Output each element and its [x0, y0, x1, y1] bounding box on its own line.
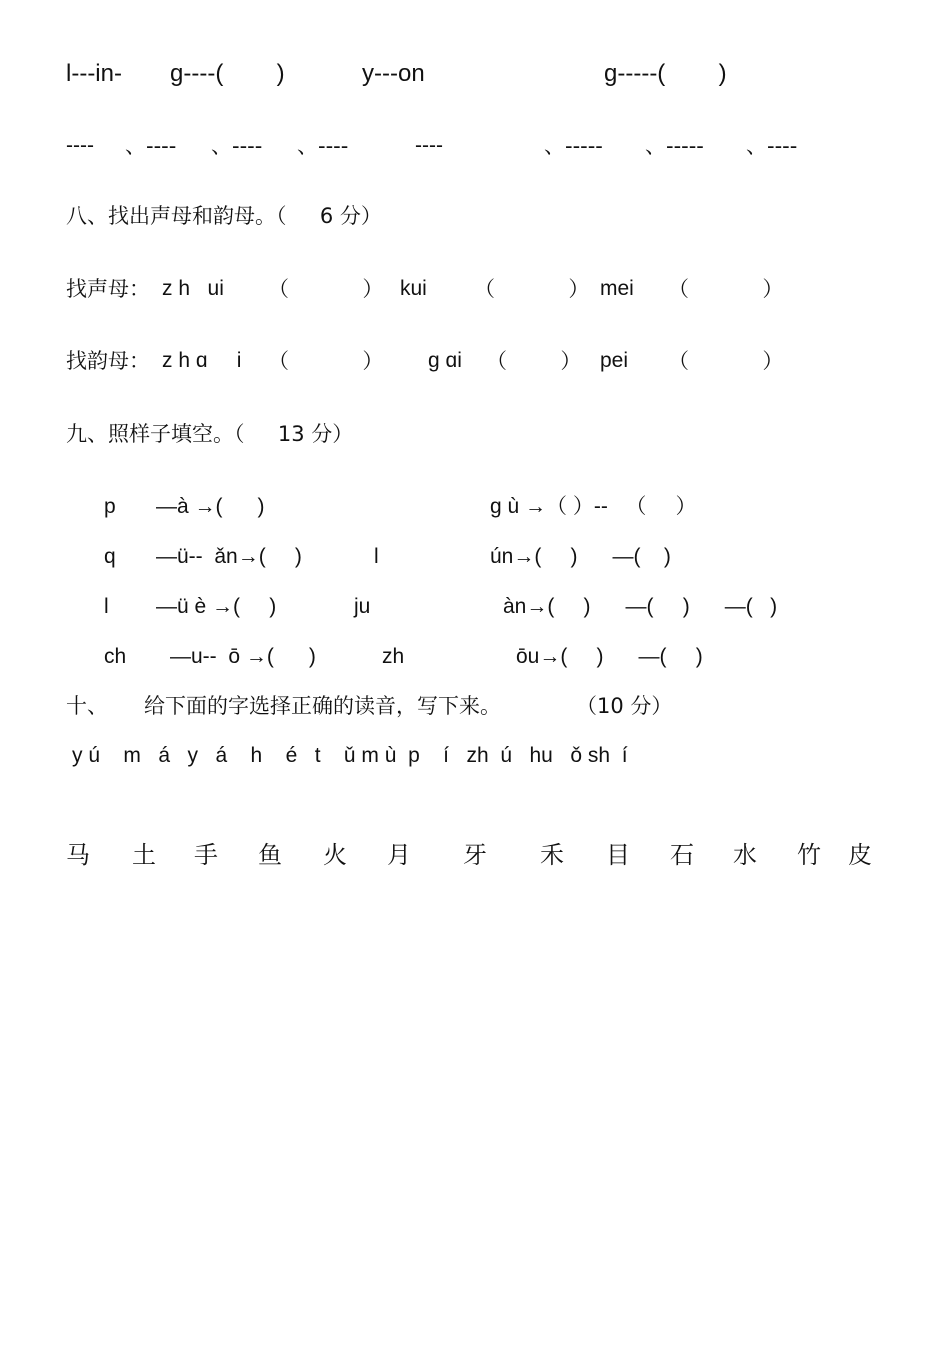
- shengmu-answer-3[interactable]: （ ）: [668, 277, 784, 301]
- dash-blank-7[interactable]: 、-----: [645, 134, 704, 158]
- dash-blank-4[interactable]: 、----: [297, 134, 349, 158]
- section-10-score: （10 分）: [576, 694, 673, 718]
- char-12: 竹: [797, 841, 821, 869]
- row1-item-yon: y---on: [362, 60, 425, 87]
- shengmu-answer-1[interactable]: （ ）: [268, 277, 384, 301]
- shengmu-answer-2[interactable]: （ ）: [474, 277, 590, 301]
- yunmu-word-1: z h ɑ i: [162, 349, 242, 372]
- shengmu-word-3: mei: [600, 277, 634, 300]
- yunmu-label: 找韵母：: [66, 349, 150, 373]
- dash-blank-3[interactable]: 、----: [211, 134, 263, 158]
- s9-r1-fill[interactable]: —à →( ): [156, 495, 265, 518]
- s9-r4-right-initial: zh: [382, 645, 405, 668]
- s9-r3-fill[interactable]: —ü è →( ): [156, 595, 277, 618]
- s9-r1-right-fill[interactable]: g ù →（ ）-- （ ）: [490, 495, 697, 518]
- row1-blank-g2[interactable]: g-----( ): [604, 60, 727, 87]
- section-10-title: 给下面的字选择正确的读音，写下来。: [144, 694, 501, 718]
- char-5: 火: [323, 841, 347, 869]
- row1-item-lin: l---in-: [66, 60, 122, 87]
- char-1: 马: [66, 841, 90, 869]
- char-3: 手: [194, 841, 218, 869]
- dash-blank-2[interactable]: 、----: [125, 134, 177, 158]
- section-9-title: 九、照样子填空。（ 13 分）: [66, 422, 354, 446]
- yunmu-word-3: pei: [600, 349, 629, 372]
- s9-r3-initial: l: [104, 595, 109, 618]
- char-9: 目: [606, 841, 630, 869]
- s9-r4-fill[interactable]: —u-- ō →( ): [170, 645, 316, 668]
- s9-r1-initial: p: [104, 495, 116, 518]
- char-13: 皮: [848, 841, 872, 869]
- dash-blank-8[interactable]: 、----: [746, 134, 798, 158]
- shengmu-word-2: kui: [400, 277, 427, 300]
- s9-r2-right-fill[interactable]: ún→( ) —( ): [490, 545, 671, 568]
- char-10: 石: [670, 841, 694, 869]
- section-10-number: 十、: [66, 694, 108, 718]
- yunmu-answer-3[interactable]: （ ）: [668, 349, 784, 373]
- char-2: 土: [132, 841, 156, 869]
- section-8-title: 八、找出声母和韵母。（ 6 分）: [66, 204, 382, 228]
- char-8: 禾: [540, 841, 564, 869]
- dash-blank-1[interactable]: ----: [66, 134, 94, 157]
- s9-r2-fill[interactable]: —ü-- ǎn→( ): [156, 545, 302, 568]
- s9-r2-initial: q: [104, 545, 116, 568]
- char-6: 月: [387, 841, 411, 869]
- dash-blank-6[interactable]: 、-----: [544, 134, 603, 158]
- yunmu-word-2: g ɑi: [428, 349, 462, 372]
- s9-r4-right-fill[interactable]: ōu→( ) —( ): [516, 645, 703, 668]
- row1-blank-g1[interactable]: g----( ): [170, 60, 285, 87]
- yunmu-answer-1[interactable]: （ ）: [268, 349, 384, 373]
- dash-blank-5[interactable]: ----: [415, 134, 443, 157]
- s9-r2-right-initial: l: [374, 545, 379, 568]
- s9-r3-right-fill[interactable]: àn→( ) —( ) —( ): [503, 595, 778, 618]
- s9-r4-initial: ch: [104, 645, 127, 668]
- char-4: 鱼: [258, 841, 282, 869]
- yunmu-answer-2[interactable]: （ ）: [486, 349, 582, 373]
- pinyin-options: y ú m á y á h é t ǔ m ù p í zh ú hu ǒ sh í: [72, 744, 628, 767]
- shengmu-label: 找声母：: [66, 277, 150, 301]
- char-7: 牙: [463, 841, 487, 869]
- char-11: 水: [733, 841, 757, 869]
- shengmu-word-1: z h ui: [162, 277, 224, 300]
- s9-r3-right-initial: ju: [354, 595, 371, 618]
